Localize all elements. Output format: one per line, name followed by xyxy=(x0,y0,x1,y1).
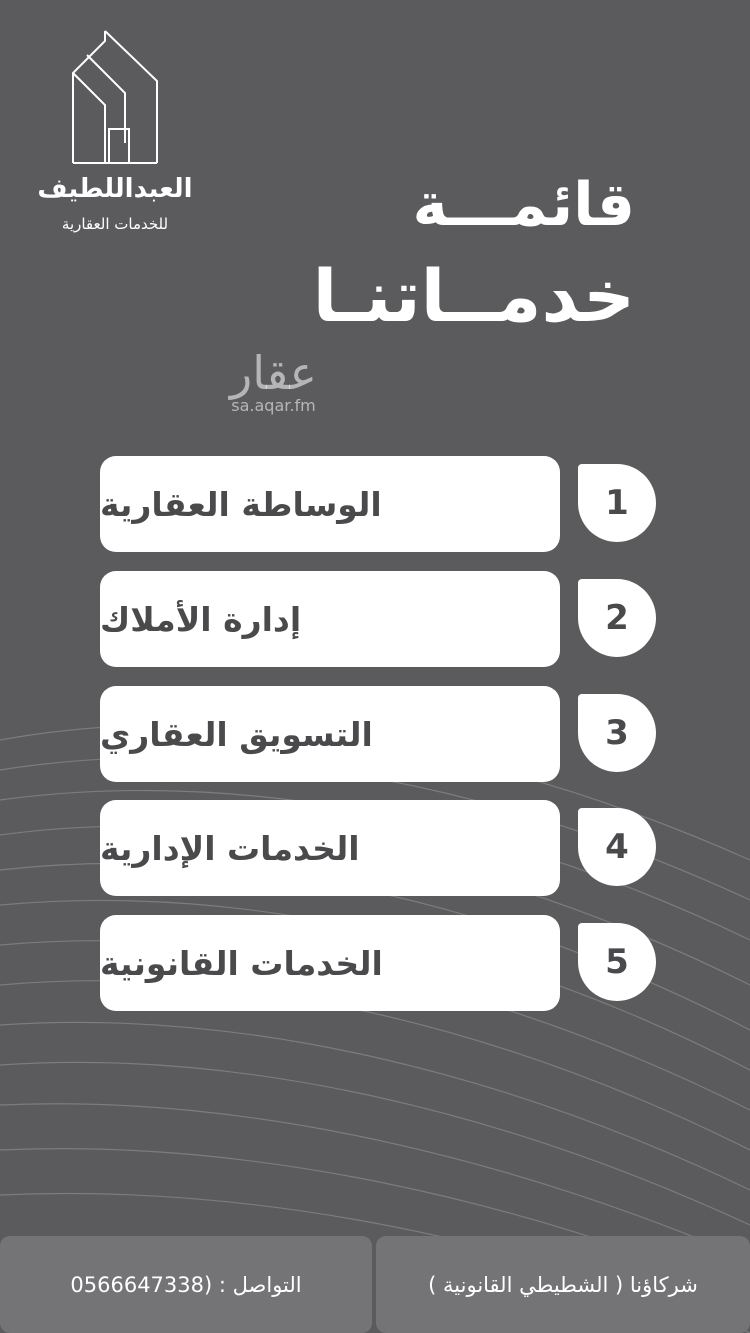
service-label: التسويق العقاري xyxy=(100,714,373,754)
service-card[interactable] xyxy=(100,571,560,667)
service-label: إدارة الأملاك xyxy=(100,599,302,639)
aqar-watermark xyxy=(230,346,317,415)
watermark-word: عقار xyxy=(230,346,317,400)
service-number-badge: 1 xyxy=(578,464,656,542)
service-number-badge: 5 xyxy=(578,923,656,1001)
service-item[interactable] xyxy=(100,800,660,896)
contact-phone[interactable] xyxy=(0,1236,372,1333)
partners-text: شركاؤنا ( الشطيطي القانونية ) xyxy=(428,1272,698,1297)
house-logo-icon xyxy=(65,25,165,165)
service-label: الوساطة العقارية xyxy=(100,484,382,524)
service-card[interactable] xyxy=(100,915,560,1011)
service-item[interactable] xyxy=(100,915,660,1011)
service-number-badge: 2 xyxy=(578,579,656,657)
service-number-badge: 3 xyxy=(578,694,656,772)
service-item[interactable] xyxy=(100,456,660,552)
title-line-2: خدمــاتنـا xyxy=(312,254,635,338)
partners-info xyxy=(376,1236,750,1333)
contact-text: التواصل : (0566647338 xyxy=(70,1272,302,1297)
footer xyxy=(0,1236,750,1333)
service-number-badge: 4 xyxy=(578,808,656,886)
service-label: الخدمات القانونية xyxy=(100,943,383,983)
service-item[interactable] xyxy=(100,686,660,782)
watermark-url: sa.aqar.fm xyxy=(231,396,316,415)
service-card[interactable] xyxy=(100,800,560,896)
service-card[interactable] xyxy=(100,456,560,552)
service-item[interactable] xyxy=(100,571,660,667)
service-card[interactable] xyxy=(100,686,560,782)
service-label: الخدمات الإدارية xyxy=(100,828,360,868)
page-title xyxy=(312,170,635,338)
logo-tagline: للخدمات العقارية xyxy=(61,214,169,233)
company-logo xyxy=(30,25,200,255)
logo-company-name: العبداللطيف xyxy=(37,174,193,204)
title-line-1: قائمـــة xyxy=(412,170,635,240)
